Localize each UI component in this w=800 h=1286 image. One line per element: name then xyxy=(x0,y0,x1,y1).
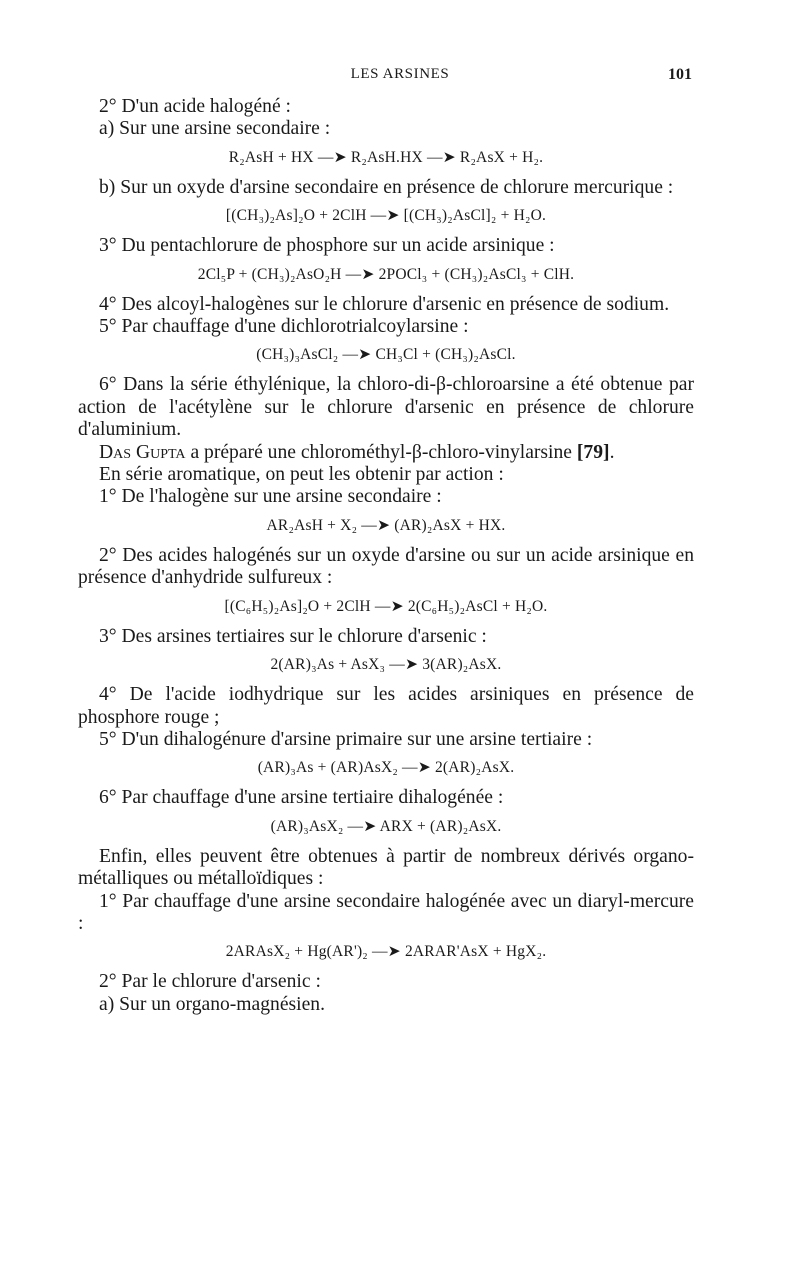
equation: R₂AsH + HX —➤ R₂AsH.HX —➤ R₂AsX + H₂. xyxy=(228,148,544,166)
text-line: Enfin, elles peuvent être obtenues à partir de nombreux dérivés organo-métalliques ou métalloïdiques : xyxy=(78,845,694,890)
text-line: a) Sur une arsine secondaire : xyxy=(99,118,331,140)
text-line: 6° Dans la série éthylénique, la chloro-di-β-chloroarsine a été obtenue par action de l'acétylène sur le chlorure d'arsenic en présence de chlorure d'aluminium. xyxy=(78,374,694,441)
citation-reference: [79] xyxy=(576,441,610,463)
equation: (CH₃)₃AsCl₂ —➤ CH₃Cl + (CH₃)₂AsCl. xyxy=(256,346,516,364)
equation: (AR)₃AsX₂ —➤ ARX + (AR)₂AsX. xyxy=(270,817,502,835)
text-line: 1° Par chauffage d'une arsine secondaire halogénée avec un diaryl-mercure : xyxy=(78,890,694,934)
equation: [(C₆H₅)₂As]₂O + 2ClH —➤ 2(C₆H₅)₂AsCl + H₂O. xyxy=(224,597,548,615)
text-line: a) Sur un organo-magnésien. xyxy=(99,993,325,1015)
text-line: 5° D'un dihalogénure d'arsine primaire sur une arsine tertiaire : xyxy=(99,728,593,750)
text-line: b) Sur un oxyde d'arsine secondaire en présence de chlorure mercurique : xyxy=(99,176,674,198)
equation: [(CH₃)₂As]₂O + 2ClH —➤ [(CH₃)₂AsCl]₂ + H₂O. xyxy=(225,207,547,225)
page-number: 101 xyxy=(668,66,692,83)
running-title: LES ARSINES xyxy=(350,66,450,82)
text-line: 2° Des acides halogénés sur un oxyde d'arsine ou sur un acide arsinique en présence d'anhydride sulfureux : xyxy=(78,544,694,589)
text-line: 5° Par chauffage d'une dichlorotrialcoylarsine : xyxy=(99,316,469,338)
text-line: 1° De l'halogène sur une arsine secondaire : xyxy=(99,486,442,508)
text-line: 2° Par le chlorure d'arsenic : xyxy=(99,971,321,993)
text-line: 2° D'un acide halogéné : xyxy=(99,96,291,117)
text-line: 3° Du pentachlorure de phosphore sur un acide arsinique : xyxy=(99,235,555,257)
author-name: Das Gupta xyxy=(99,441,186,463)
text-line: 3° Des arsines tertiaires sur le chlorure d'arsenic : xyxy=(99,625,487,647)
text-line: 6° Par chauffage d'une arsine tertiaire dihalogénée : xyxy=(99,787,504,809)
page-header xyxy=(0,66,800,88)
text-line: 4° De l'acide iodhydrique sur les acides arsiniques en présence de phosphore rouge ; xyxy=(78,684,694,728)
equation: AR₂AsH + X₂ —➤ (AR)₂AsX + HX. xyxy=(266,516,506,534)
text-line: 4° Des alcoyl-halogènes sur le chlorure d'arsenic en présence de sodium. xyxy=(99,293,670,315)
equation: 2ARAsX₂ + Hg(AR')₂ —➤ 2ARAR'AsX + HgX₂. xyxy=(225,943,547,961)
text-span: a préparé une chlorométhyl-β-chloro-vinylarsine xyxy=(185,441,577,463)
equation: 2Cl₅P + (CH₃)₂AsO₂H —➤ 2POCl₃ + (CH₃)₂AsCl₃ + ClH. xyxy=(197,265,575,283)
body-text xyxy=(78,96,694,1016)
equation: (AR)₃As + (AR)AsX₂ —➤ 2(AR)₂AsX. xyxy=(257,759,515,777)
text-line xyxy=(78,442,694,464)
equation: 2(AR)₃As + AsX₃ —➤ 3(AR)₂AsX. xyxy=(270,656,502,674)
text-line: En série aromatique, on peut les obtenir par action : xyxy=(99,464,504,486)
text-span: . xyxy=(609,441,615,463)
